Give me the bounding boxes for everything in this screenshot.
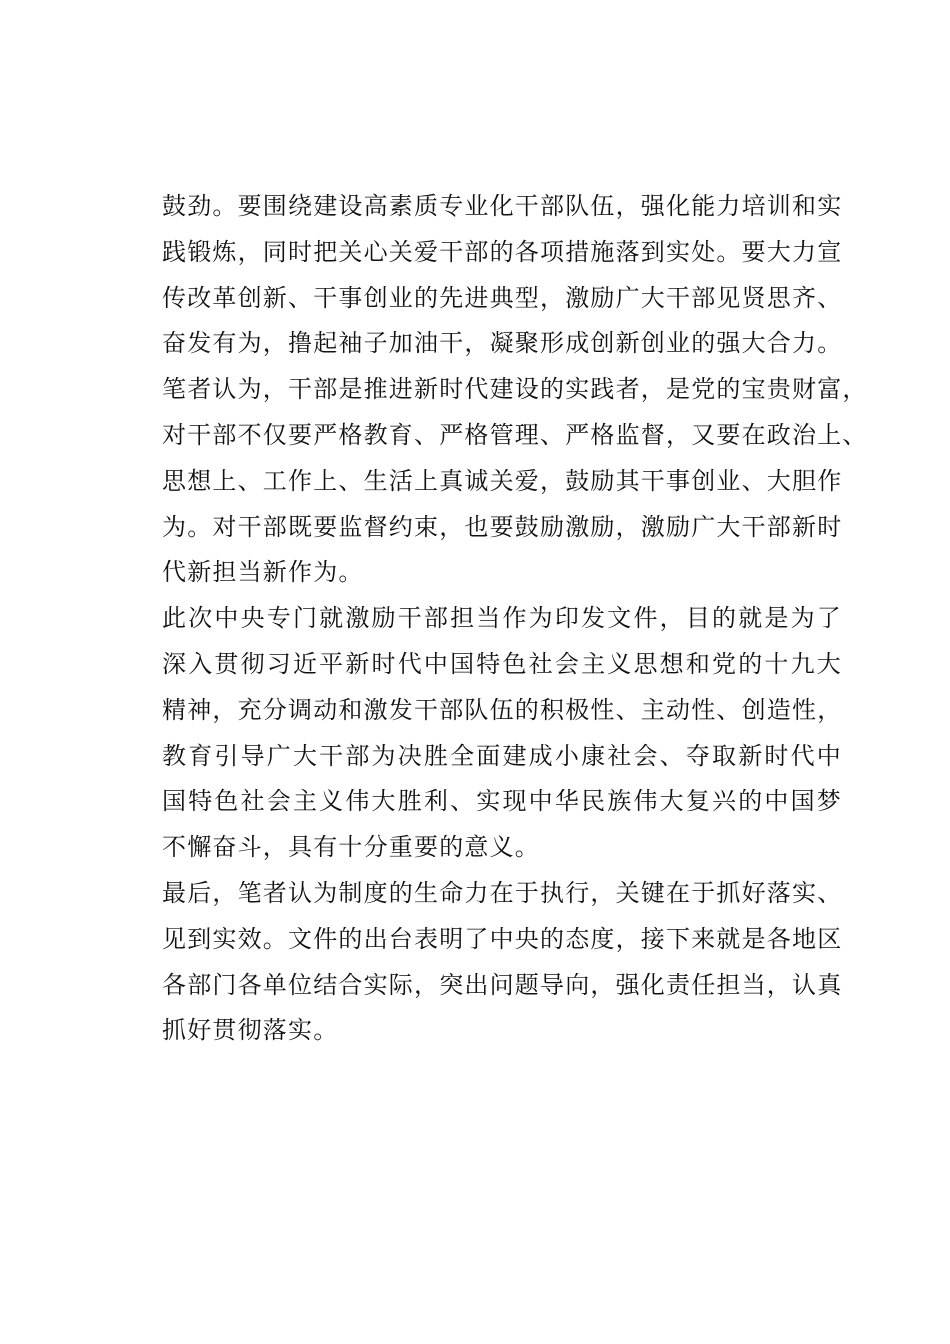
document-body	[162, 184, 868, 1054]
text-line: 教育引导广大干部为决胜全面建成小康社会、夺取新时代中	[162, 741, 842, 770]
text-line: 深入贯彻习近平新时代中国特色社会主义思想和党的十九大	[162, 649, 842, 678]
text-line: 为。对干部既要监督约束，也要鼓励激励，激励广大干部新时	[162, 512, 843, 541]
text-line: 各部门各单位结合实际，突出问题导向，强化责任担当，认真	[162, 970, 843, 999]
text-line: 此次中央专门就激励干部担当作为印发文件，目的就是为了	[162, 604, 842, 633]
text-line: 代新担当新作为。	[162, 558, 364, 587]
text-line: 不懈奋斗，具有十分重要的意义。	[162, 833, 540, 862]
text-line: 奋发有为，撸起袖子加油干，凝聚形成创新创业的强大合力。	[162, 329, 843, 358]
paragraph-3	[162, 596, 842, 871]
text-line: 见到实效。文件的出台表明了中央的态度，接下来就是各地区	[162, 924, 843, 953]
paragraph-4	[162, 871, 842, 1054]
text-line: 抓好贯彻落实。	[162, 1016, 339, 1045]
text-line: 鼓劲。要围绕建设高素质专业化干部队伍，强化能力培训和实	[162, 192, 843, 220]
text-line: 践锻炼，同时把关心关爱干部的各项措施落到实处。要大力宣	[162, 237, 843, 266]
text-line: 思想上、工作上、生活上真诚关爱，鼓励其干事创业、大胆作	[162, 466, 843, 495]
text-line: 对干部不仅要严格教育、严格管理、严格监督，又要在政治上、	[162, 420, 868, 449]
paragraph-2	[162, 367, 868, 596]
text-line: 国特色社会主义伟大胜利、实现中华民族伟大复兴的中国梦	[162, 787, 842, 816]
text-line: 传改革创新、干事创业的先进典型，激励广大干部见贤思齐、	[162, 283, 843, 312]
text-line: 精神，充分调动和激发干部队伍的积极性、主动性、创造性，	[162, 695, 843, 724]
text-line: 笔者认为，干部是推进新时代建设的实践者，是党的宝贵财富，	[162, 375, 868, 404]
text-line: 最后，笔者认为制度的生命力在于执行，关键在于抓好落实、	[162, 878, 843, 907]
paragraph-1	[162, 184, 842, 367]
